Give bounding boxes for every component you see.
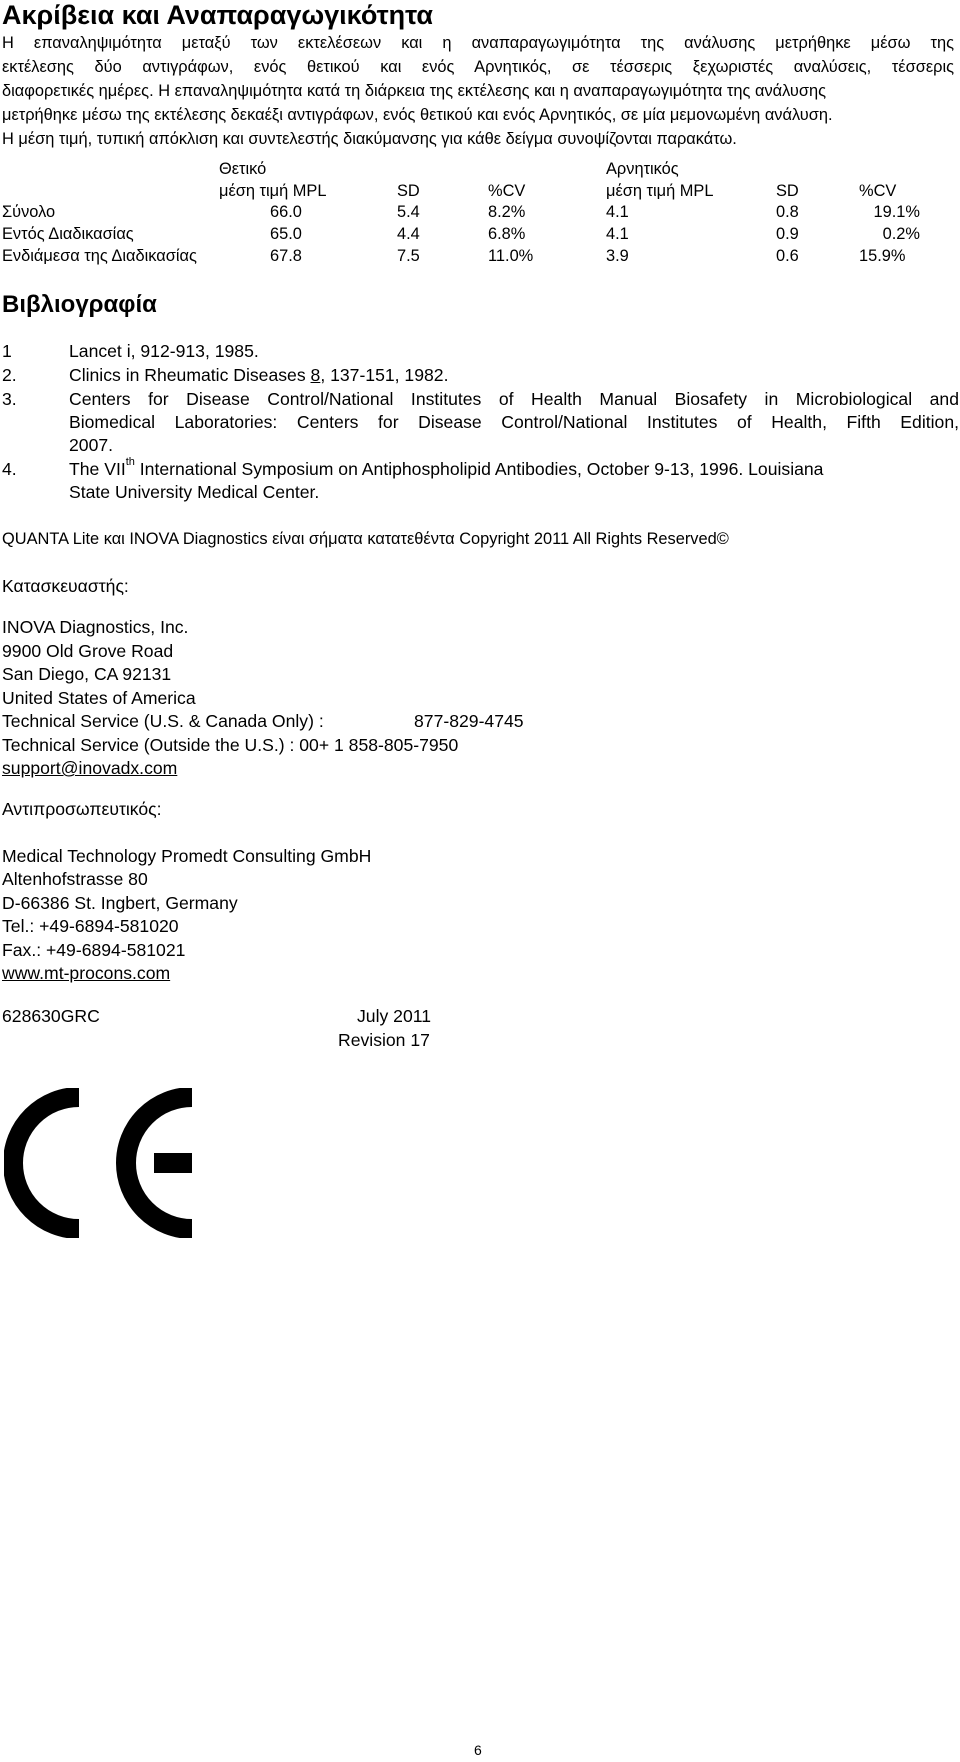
manufacturer-name: INOVA Diagnostics, Inc. <box>2 617 189 637</box>
section-title: Ακρίβεια και Αναπαραγωγικότητα <box>2 0 434 30</box>
table-cell: 6.8% <box>488 225 526 243</box>
intro-line: Η επαναληψιμότητα μεταξύ των εκτελέσεων και η αναπαραγωγιμότητα της ανάλυσης μετρήθηκε μέσω της <box>2 34 954 52</box>
group-header-negative: Αρνητικός <box>606 160 679 178</box>
representative-label: Αντιπροσωπευτικός: <box>2 799 162 819</box>
volume-number: 8 <box>310 365 321 385</box>
representative-name: Medical Technology Promedt Consulting GmbH <box>2 846 372 866</box>
row-label: Ενδιάμεσα της Διαδικασίας <box>2 247 197 265</box>
document-code: 628630GRC <box>2 1006 100 1026</box>
table-cell: 4.4 <box>397 225 420 243</box>
table-cell: 15.9% <box>859 247 906 265</box>
table-cell: 4.1 <box>606 203 629 221</box>
manufacturer-country: United States of America <box>2 688 196 708</box>
column-header: SD <box>397 182 420 200</box>
tech-service-us-phone: 877-829-4745 <box>414 711 524 731</box>
table-cell: 0.9 <box>776 225 799 243</box>
reference-number: 4. <box>2 459 17 479</box>
table-cell: 7.5 <box>397 247 420 265</box>
reference-text: The VIIth International Symposium on Antiphospholipid Antibodies, October 9-13, 1996. Louisiana State University Medical Center. <box>69 456 824 502</box>
intro-line: Η μέση τιμή, τυπική απόκλιση και συντελεστής διακύμανσης για κάθε δείγμα συνοψίζονται παρακάτω. <box>2 130 737 148</box>
intro-line: μετρήθηκε μέσω της εκτέλεσης δεκαέξι αντιγράφων, ενός θετικού και ενός Αρνητικός, σε μία μεμονωμένη ανάλυση. <box>2 106 833 124</box>
column-header: %CV <box>488 182 526 200</box>
document-date: July 2011 <box>357 1006 432 1026</box>
table-cell: 66.0 <box>270 203 302 221</box>
table-cell: 0.2% <box>882 225 920 243</box>
table-cell: 19.1% <box>873 203 920 221</box>
table-cell: 8.2% <box>488 203 526 221</box>
representative-fax: Fax.: +49-6894-581021 <box>2 940 186 960</box>
intro-line: εκτέλεσης δύο αντιγράφων, ενός θετικού και ενός Αρνητικός, σε τέσσερις ξεχωριστές αναλύσεις, τέσσερις <box>2 58 954 76</box>
representative-web-link[interactable]: www.mt-procons.com <box>2 963 171 983</box>
column-header: %CV <box>859 182 897 200</box>
table-cell: 5.4 <box>397 203 420 221</box>
row-label: Εντός Διαδικασίας <box>2 225 134 243</box>
ce-mark-logo <box>4 1088 204 1238</box>
tech-service-us-label: Technical Service (U.S. & Canada Only) : <box>2 711 324 731</box>
support-email-link[interactable]: support@inovadx.com <box>2 758 178 778</box>
manufacturer-street: 9900 Old Grove Road <box>2 641 174 661</box>
column-header: SD <box>776 182 799 200</box>
document-revision: Revision 17 <box>338 1030 430 1050</box>
tech-service-intl: Technical Service (Outside the U.S.) : 00+ 1 858-805-7950 <box>2 735 459 755</box>
table-cell: 4.1 <box>606 225 629 243</box>
page-number: 6 <box>474 1742 482 1758</box>
manufacturer-city: San Diego, CA 92131 <box>2 664 172 684</box>
table-cell: 0.6 <box>776 247 799 265</box>
reference-number: 3. <box>2 389 17 409</box>
row-label: Σύνολο <box>2 203 56 221</box>
reference-text: Centers for Disease Control/National Institutes of Health Manual Biosafety in Microbiological and Biomedical Laboratories: Centers for Disease Control/National Institutes of Health, Fifth Edition, 2007. <box>69 389 959 455</box>
reference-number: 2. <box>2 365 17 385</box>
intro-paragraph <box>2 31 954 151</box>
table-cell: 65.0 <box>270 225 302 243</box>
reference-text: Clinics in Rheumatic Diseases 8, 137-151, 1982. <box>69 365 449 385</box>
intro-line: διαφορετικές ημέρες. Η επαναληψιμότητα κατά τη διάρκεια της εκτέλεσης και η αναπαραγωγιμότητα της ανάλυσης <box>2 82 827 100</box>
bibliography-heading: Βιβλιογραφία <box>2 291 157 318</box>
manufacturer-label: Κατασκευαστής: <box>2 576 129 596</box>
trademark-notice: QUANTA Lite και INOVA Diagnostics είναι σήματα κατατεθέντα Copyright 2011 All Rights Reserved© <box>2 530 729 548</box>
representative-city: D-66386 St. Ingbert, Germany <box>2 893 238 913</box>
table-cell: 3.9 <box>606 247 629 265</box>
table-cell: 0.8 <box>776 203 799 221</box>
table-cell: 11.0% <box>488 247 534 265</box>
representative-tel: Tel.: +49-6894-581020 <box>2 916 179 936</box>
column-header: μέση τιμή MPL <box>606 182 714 200</box>
reference-text: Lancet i, 912-913, 1985. <box>69 341 259 361</box>
group-header-positive: Θετικό <box>219 160 267 178</box>
representative-street: Altenhofstrasse 80 <box>2 869 148 889</box>
column-header: μέση τιμή MPL <box>219 182 327 200</box>
table-cell: 67.8 <box>270 247 302 265</box>
reference-number: 1 <box>2 341 12 361</box>
